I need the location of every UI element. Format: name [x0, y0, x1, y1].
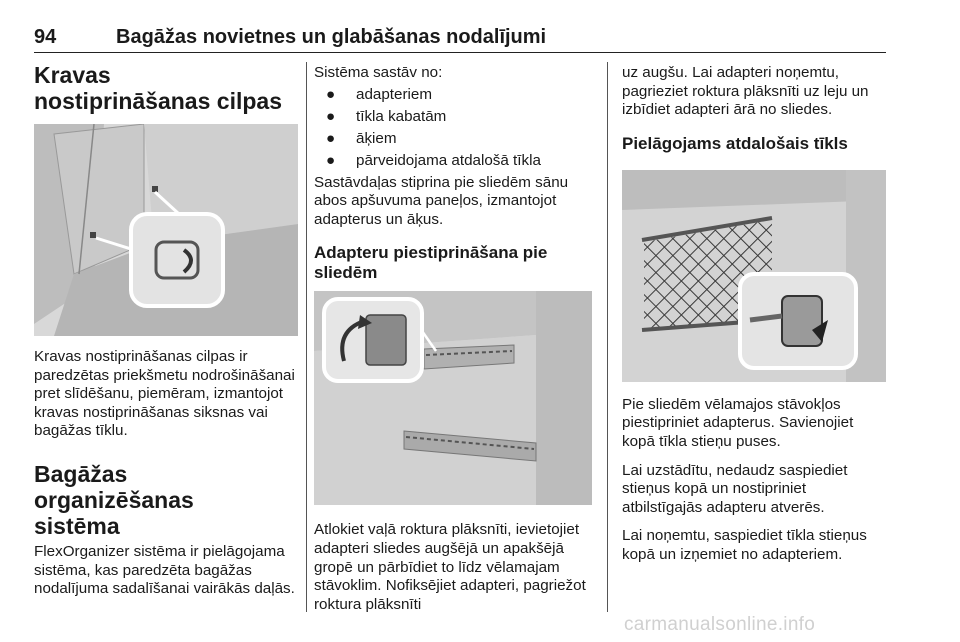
- paragraph-adapter-remove: uz augšu. Lai adapteri noņemtu, pagrieziet roktura plāksnīti uz leju un izbīdiet adapteri ārā no sliedes.: [622, 64, 869, 119]
- paragraph-components: Sastāvdaļas stiprina pie sliedēm sānu abos apšuvuma paneļos, izmantojot adapterus un āķus.: [314, 173, 569, 228]
- section-heading-adapters: Adapteru piestiprināšana pie sliedēm: [314, 243, 548, 283]
- watermark: carmanualsonline.info: [624, 614, 816, 635]
- section-heading-net: Pielāgojams atdalošais tīkls: [622, 133, 848, 153]
- running-title: Bagāžas novietnes un glabāšanas nodalījumi: [116, 26, 547, 48]
- section-heading-lashing-eyes: Kravas nostiprināšanas cilpas: [34, 62, 282, 114]
- list-item-label: tīkla kabatām: [356, 107, 447, 125]
- paragraph-net-attach: Pie sliedēm vēlamajos stāvokļos piestipriniet adapterus. Savienojiet kopā tīkla stieņu puses.: [622, 395, 854, 450]
- figure-partition-net: [622, 170, 886, 382]
- page-number: 94: [34, 26, 57, 48]
- figure-lashing-eye: [34, 124, 298, 336]
- column-divider: [607, 62, 608, 612]
- column-divider: [306, 62, 307, 612]
- paragraph-system-intro: Sistēma sastāv no:: [314, 64, 443, 81]
- paragraph-flexorganizer: FlexOrganizer sistēma ir pielāgojama sistēma, kas paredzēta bagāžas nodalījuma sadalīšanai vairākās daļās.: [34, 542, 295, 598]
- list-item: ● adapteriem: [326, 85, 432, 103]
- list-item: ● pārveidojama atdalošā tīkla: [326, 151, 541, 169]
- component-list: [314, 86, 596, 171]
- figure-adapter-rail: [314, 291, 592, 505]
- page-header: [34, 26, 886, 53]
- column-2: [314, 62, 596, 614]
- paragraph-adapter-attach: Atlokiet vaļā roktura plāksnīti, ievietojiet adapteri sliedes augšējā un apakšējā gropē un pārbīdiet to līdz vēlamajam stāvoklim. Nofiksējiet adapteri, pagriežot roktura plāksnīti: [314, 521, 586, 613]
- column-1: [34, 62, 298, 599]
- list-item-label: āķiem: [356, 129, 397, 147]
- list-item-label: pārveidojama atdalošā tīkla: [356, 151, 541, 169]
- list-item: ● tīkla kabatām: [326, 107, 447, 125]
- list-item-label: adapteriem: [356, 85, 432, 103]
- paragraph-lashing-eyes: Kravas nostiprināšanas cilpas ir paredzētas priekšmetu nodrošināšanai pret slīdēšanu, piemēram, izmantojot kravas nostiprināšanas siksnas vai bagāžas tīklu.: [34, 348, 295, 440]
- paragraph-net-remove: Lai noņemtu, saspiediet tīkla stieņus kopā un izņemiet no adapteriem.: [622, 527, 867, 563]
- paragraph-net-install: Lai uzstādītu, nedaudz saspiediet stieņus kopā un nostipriniet atbilstīgajās adapteru atverēs.: [622, 461, 848, 516]
- column-3: [622, 62, 886, 565]
- list-item: ● āķiem: [326, 129, 397, 147]
- section-heading-luggage-system: Bagāžas organizēšanas sistēma: [34, 460, 194, 539]
